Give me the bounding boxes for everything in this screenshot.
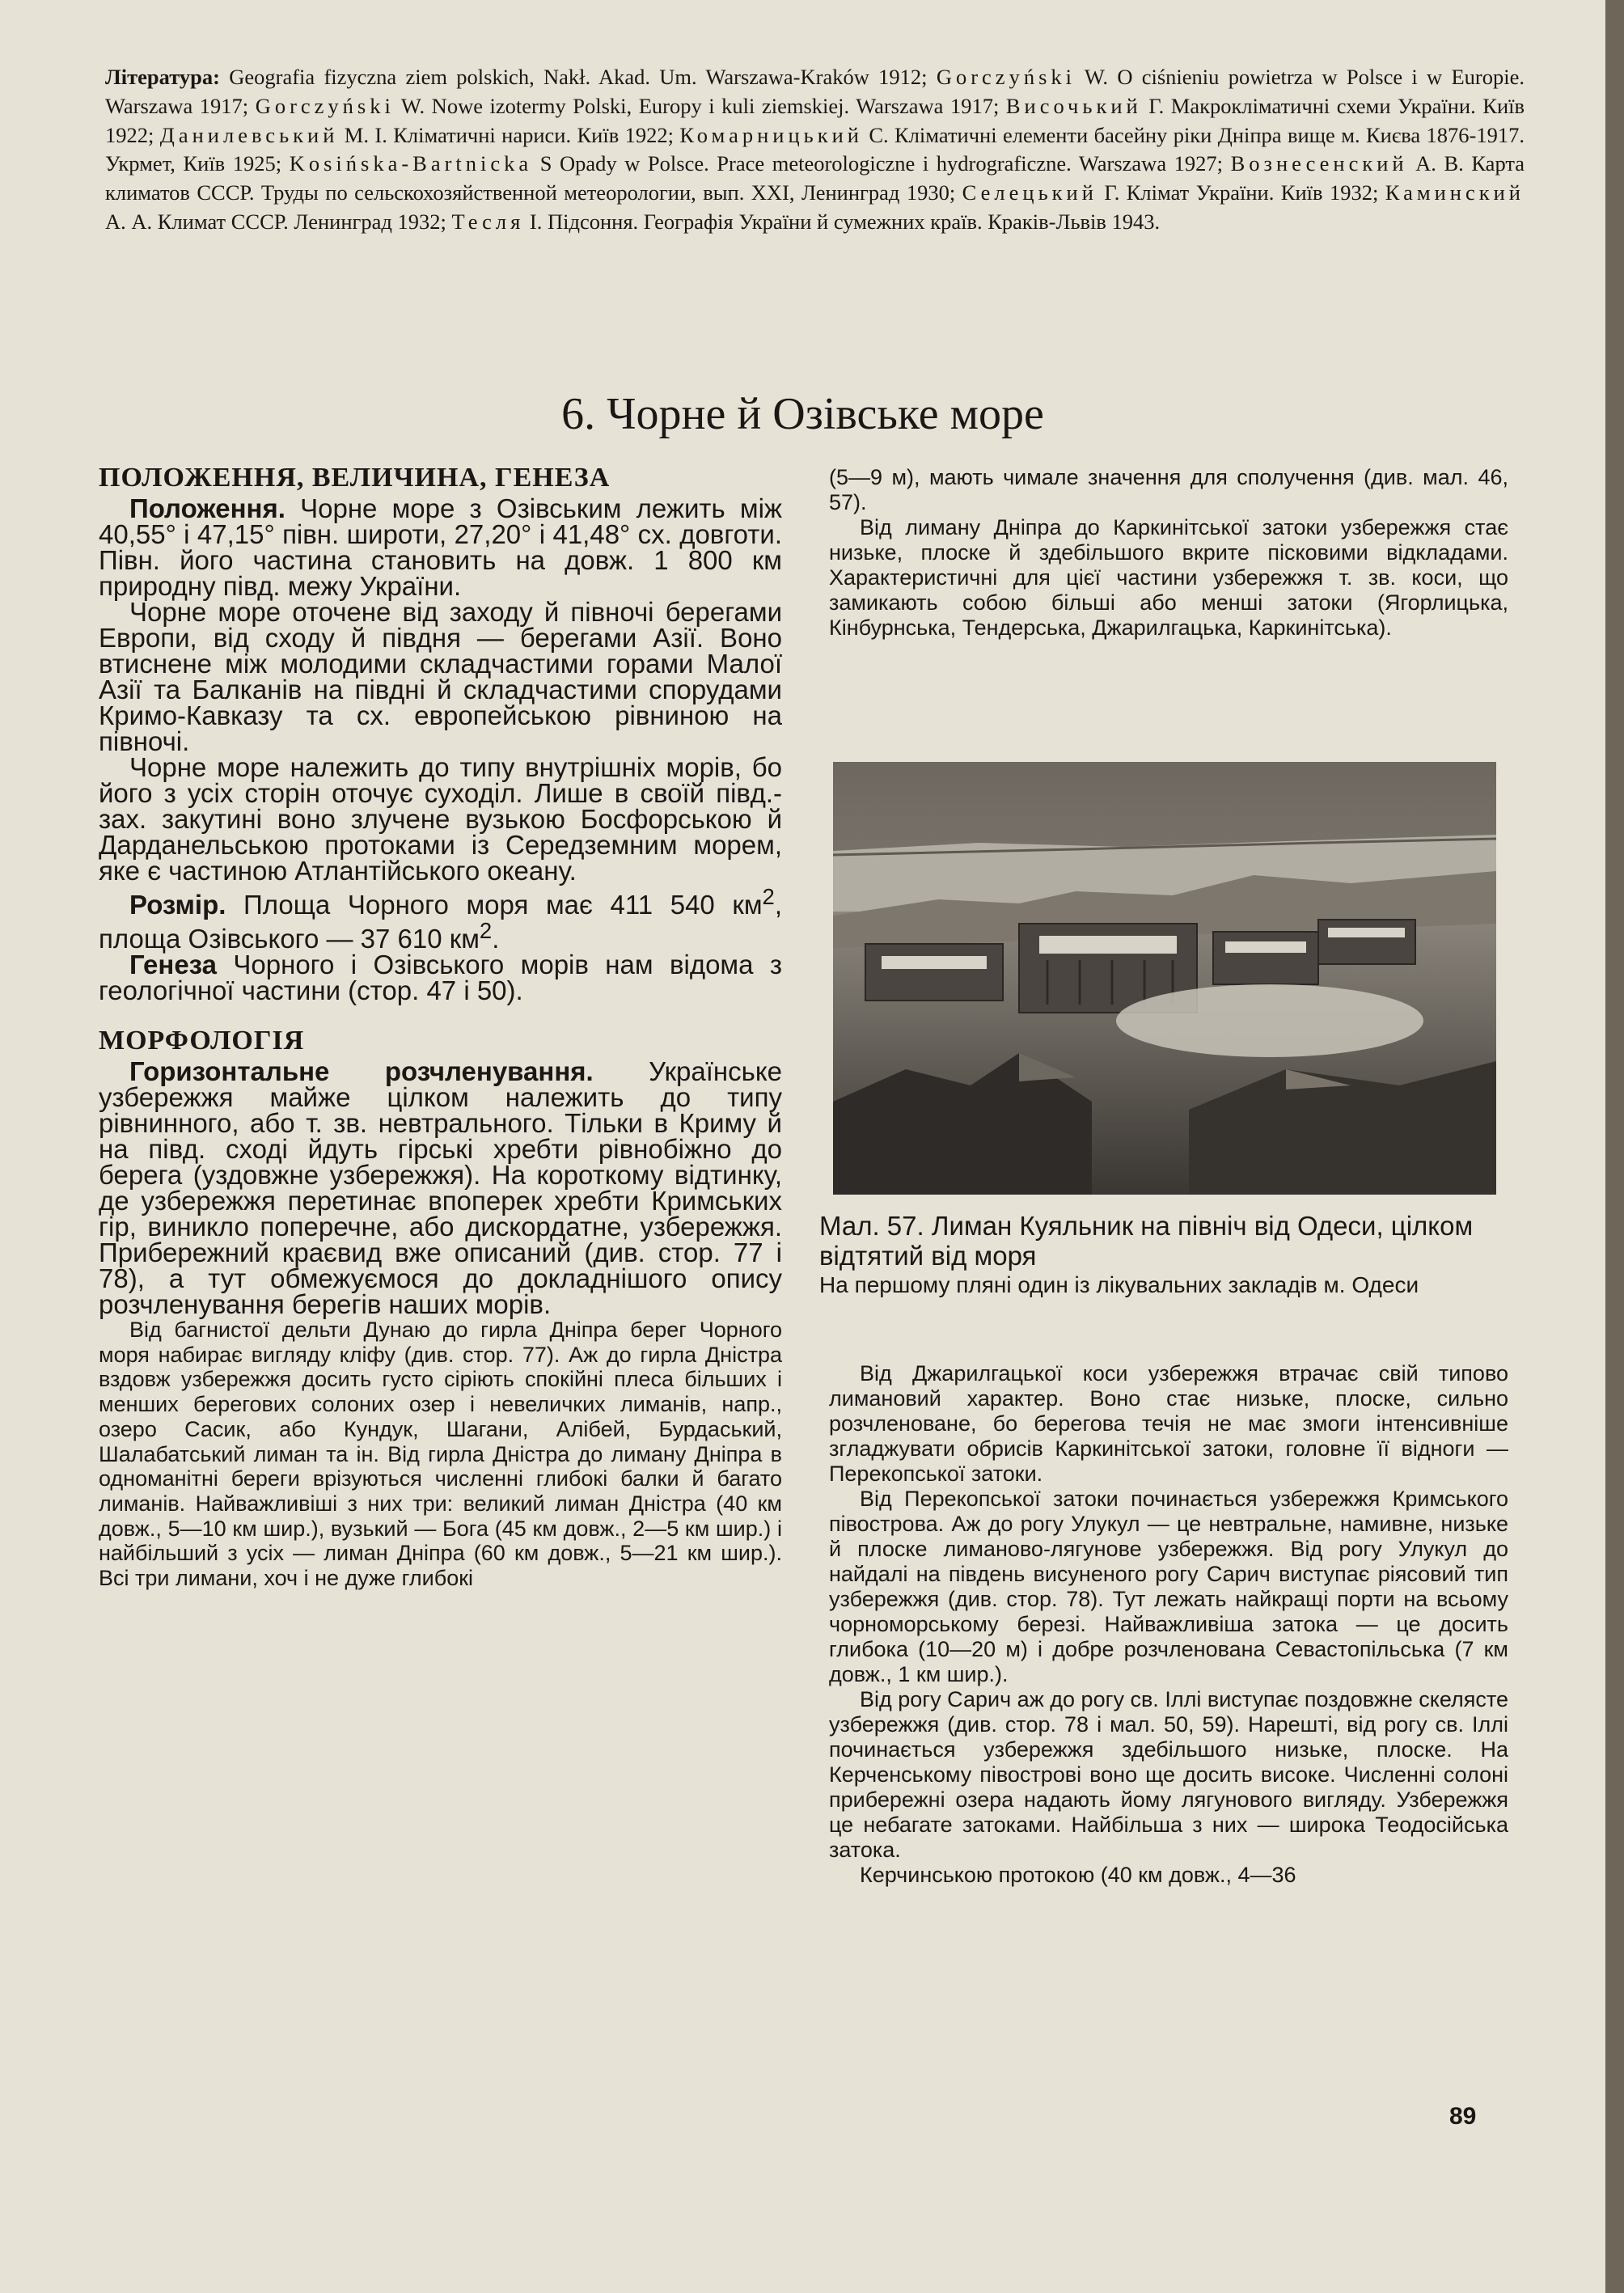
- paragraph: Від багнистої дельти Дунаю до гирла Дніпра берег Чорного моря набирає вигляду кліфу (див. стор. 77). Аж до гирла Дністра вздовж узбережжя досить густо сіріють спокійні плеса більших і менших берегових солоних озер і невеличких лиманів, напр., озеро Сасик, або Кундук, Шагани, Алібей, Бурдаський, Шалабатський лиман та ін. Від гирла Дністра до лиману Дніпра в одноманітні береги врізуються численні глибокі балки й багато лиманів. Найважливіші з них три: великий лиман Дністра (40 км довж., 5—10 км шир.), вузький — Бога (45 км довж., 2—5 км шир.) і найбільший з усіх — лиман Дніпра (60 км довж., 5—21 км шир.). Всі три лимани, хоч і не дуже глибокі: [99, 1318, 782, 1591]
- paragraph: Генеза Чорного і Озівського морів нам відома з геологічної частини (стор. 47 і 50).: [99, 950, 782, 1005]
- paragraph: Від лиману Дніпра до Каркинітської затоки узбережжя стає низьке, плоске й здебільшого вкрите пісковими відкладами. Характеристичні для цієї частини узбережжя т. зв. коси, що замикають собою більші або менші затоки (Ягорлицька, Кінбурнська, Тендерська, Джарилгацька, Каркинітська).: [829, 515, 1508, 640]
- author-name: Вознесенский: [1230, 151, 1408, 176]
- paragraph: Чорне море оточене від заходу й півночі берегами Европи, від сходу й півдня — берегами Азії. Воно втиснене між молодими складчастими горами Малої Азії та Балканів на півдні й складчастими спорудами Кримо-Кавказу та сх. европейською рівниною на півночі.: [99, 597, 782, 756]
- paragraph: Положення. Чорне море з Озівським лежить між 40,55° і 47,15° півн. широти, 27,20° і 41,48° сх. довготи. Півн. його частина становить на довж. 1 800 км природну півд. межу України.: [99, 493, 782, 601]
- paragraph-lead: Генеза: [129, 950, 217, 979]
- paragraph: Від Джарилгацької коси узбережжя втрачає свій типово лимановий характер. Воно стає низьке, плоске, сильно розчленоване, бо берегова течія не має змоги інтенсивніше згладжувати обрисів Каркинітської затоки, головне її відноги — Перекопської затоки.: [829, 1361, 1508, 1486]
- lagoon-photo: [833, 762, 1496, 1195]
- author-name: Gorczyński: [255, 93, 395, 118]
- bibliography-label: Література:: [105, 65, 220, 89]
- author-name: Gorczyński: [936, 65, 1076, 89]
- right-column-top: [829, 465, 1508, 641]
- page-number: 89: [1449, 2103, 1477, 2130]
- author-name: Данилевський: [159, 122, 339, 147]
- section-heading: ПОЛОЖЕННЯ, ВЕЛИЧИНА, ГЕНЕЗА: [99, 463, 611, 493]
- paragraph: Керчинською протокою (40 км довж., 4—36: [860, 1863, 1296, 1887]
- author-name: Тесля: [451, 209, 525, 234]
- small-print: [99, 1318, 782, 1591]
- caption-subtitle: На першому пляні один із лікувальних закладів м. Одеси: [819, 1272, 1419, 1297]
- chapter-title: 6. Чорне й Озівське море: [561, 389, 1044, 439]
- paragraph: Від Перекопської затоки починається узбережжя Кримського півострова. Аж до рогу Улукул — це невтральне, намивне, низьке й плоске лиманово-лягунове узбережжя. Від рогу Улукул до найдалі на південь висуненого рогу Сарич виступає ріясовий тип узбережжя (див. стор. 78). Тут лежать найкращі порти на всьому чорноморському березі. Найважливіша затока — це досить глибока (10—20 м) і добре розчленована Севастопільська (7 км довж., 1 км шир.).: [829, 1487, 1508, 1686]
- section-heading: МОРФОЛОГІЯ: [99, 1026, 305, 1056]
- author-name: Височький: [1005, 93, 1142, 118]
- right-column-bottom: [829, 1361, 1508, 1888]
- lagoon-photo-image: [833, 762, 1496, 1195]
- bibliography: [105, 63, 1525, 237]
- author-name: Комарницький: [679, 122, 863, 147]
- paragraph: Від рогу Сарич аж до рогу св. Іллі виступає поздовжне скелясте узбережжя (див. стор. 78 і мал. 50, 59). Нарешті, від рогу св. Іллі починається узбережжя здебільшого низьке, плоске. На Керченському півострові воно ще досить високе. Численні солоні прибережні озера надають йому лягунового вигляду. Узбережжя це небагате затоками. Найбільша з них — широка Теодосійська затока.: [829, 1687, 1508, 1862]
- paragraph-lead: Положення.: [129, 493, 285, 523]
- paragraph-lead: Розмір.: [129, 890, 226, 920]
- author-name: Kosińska-Bartnicka: [289, 151, 533, 176]
- figure-caption: [819, 1211, 1515, 1298]
- paragraph: Горизонтальне розчленування. Українське узбережжя майже цілком належить до типу рівнинного, або т. зв. невтрального. Тільки в Криму й на півд. сході йдуть гірські хребти рівнобіжно до берега (уздовжне узбережжя). На короткому відтинку, де узбережжя перетинає впоперек хребти Кримських гір, виникло поперечне, або дискордатне, узбережжя. Прибережний краєвид вже описаний (див. стор. 77 і 78), а тут обмежуємося до докладнішого опису розчленування берегів наших морів.: [99, 1056, 783, 1319]
- paragraph-lead: Горизонтальне розчленування.: [129, 1056, 594, 1086]
- caption-title: Мал. 57. Лиман Куяльник на північ від Одеси, цілком відтятий від моря: [819, 1211, 1474, 1271]
- paragraph: (5—9 м), мають чимале значення для сполучення (див. мал. 46, 57).: [829, 465, 1508, 514]
- author-name: Селецький: [962, 180, 1097, 205]
- paragraph: Чорне море належить до типу внутрішніх морів, бо його з усіх сторін оточує суходіл. Лише в своїй півд.-зах. закутині воно злучене вузькою Босфорською й Дарданельською протоками із Середземним морем, яке є частиною Атлантійського океану.: [99, 752, 782, 886]
- left-column: [99, 465, 782, 1591]
- bibliography-text: Література: Geografia fizyczna ziem polskich, Nakł. Akad. Um. Warszawa-Kraków 1912; Gorczyński W. O ciśnieniu powietrza w Polsce i w Europie. Warszawa 1917; Gorczyński W. Nowe izotermy Polski, Europy i kuli ziemskiej. Warszawa 1917; Височький Г. Макрокліматичні схеми України. Київ 1922; Данилевський М. І. Кліматичні нариси. Київ 1922; Комарницький С. Кліматичні елементи басейну ріки Дніпра вище м. Києва 1876-1917. Укрмет, Київ 1925; Kosińska-Bartnicka S Opady w Polsce. Prace meteorologiczne i hydrograficzne. Warszawa 1927; Вознесенский А. В. Карта климатов СССР. Труды по сельскохозяйственной метеорологии, вып. XXI, Ленинград 1930; Селецький Г. Клімат України. Київ 1932; Каминский А. А. Климат СССР. Ленинград 1932; Тесля І. Підсоння. Географія України й сумежних країв. Краків-Львів 1943.: [105, 65, 1525, 234]
- author-name: Каминский: [1385, 180, 1525, 205]
- paragraph: Розмір. Площа Чорного моря має 411 540 $км^2$, площа Озівського — 37 610 $км^2$.: [99, 884, 782, 954]
